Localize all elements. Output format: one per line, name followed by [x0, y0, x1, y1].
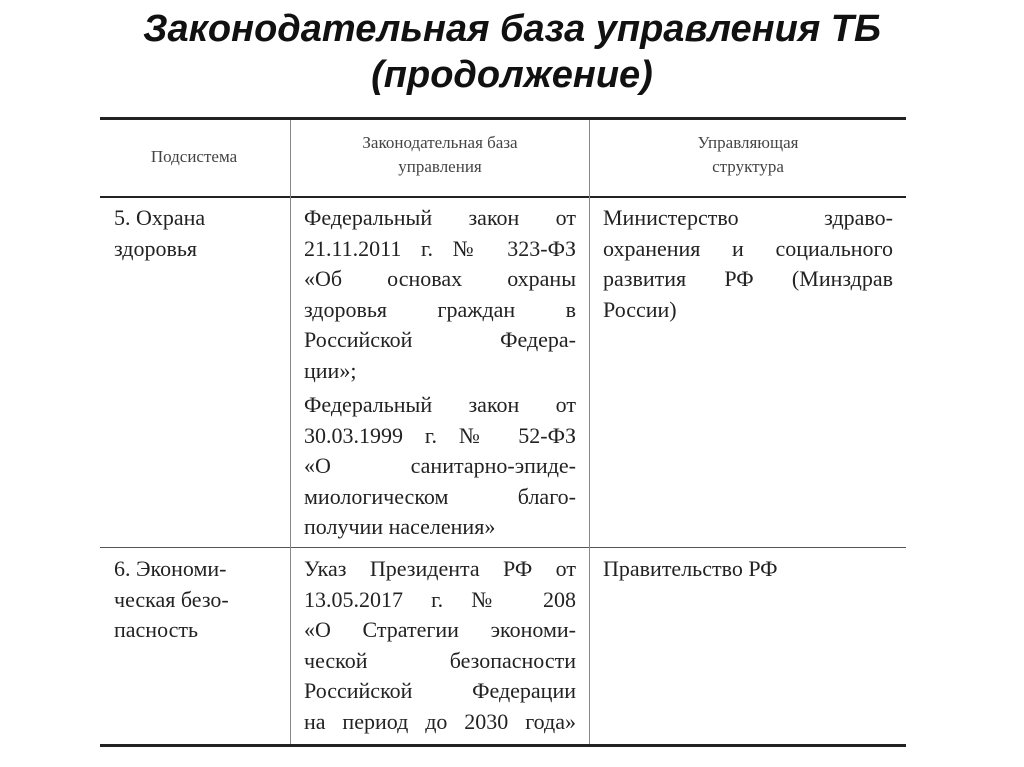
title-line-2: (продолжение)	[371, 54, 653, 96]
cell-text-line: Российской Федерации	[304, 678, 576, 703]
cell-text-line: Правительство РФ	[603, 556, 778, 581]
cell-text-line: Указ Президента РФ от	[304, 556, 576, 581]
cell-text-line: «Об основах охраны	[304, 266, 576, 291]
legal-basis-cell	[304, 203, 576, 543]
cell-text-line: Федеральный закон от	[304, 392, 576, 417]
table-top-rule	[100, 117, 906, 120]
cell-text-line: России)	[603, 296, 677, 322]
subsystem-cell	[114, 554, 274, 646]
title-line-1: Законодательная база управления ТБ	[143, 8, 881, 50]
header-text: управления	[398, 157, 482, 176]
cell-text-line: 5. Охрана	[114, 205, 206, 230]
cell-text-line: 21.11.2011 г. № 323-ФЗ	[304, 235, 576, 261]
cell-text-line: 13.05.2017 г. № 208	[304, 586, 576, 612]
subsystem-cell	[114, 203, 274, 264]
cell-paragraph	[114, 203, 274, 264]
cell-paragraph	[304, 390, 576, 543]
cell-text-line: ческая безо-	[114, 586, 229, 612]
cell-text-line: «О санитарно-эпиде-	[304, 453, 576, 478]
cell-text-line: Российской Федера-	[304, 327, 576, 352]
managing-structure-cell	[603, 554, 893, 585]
cell-text-line: «О Стратегии экономи-	[304, 617, 576, 642]
cell-paragraph	[603, 203, 893, 325]
cell-text-line: на период до 2030 года»	[304, 708, 576, 734]
table-bottom-rule	[100, 744, 906, 747]
column-divider	[589, 120, 590, 744]
cell-text-line: 30.03.1999 г. № 52-ФЗ	[304, 422, 576, 448]
cell-text-line: Министерство здраво-	[603, 205, 893, 230]
header-text: Законодательная база	[362, 133, 518, 152]
row-rule	[100, 547, 906, 548]
header-text: структура	[712, 157, 784, 176]
cell-paragraph	[114, 554, 274, 646]
cell-text-line: ции»;	[304, 357, 357, 383]
header-rule	[100, 196, 906, 198]
cell-text-line: здоровья	[114, 235, 198, 261]
header-managing-structure	[603, 131, 893, 179]
column-divider	[290, 120, 291, 744]
legislation-table	[100, 117, 906, 747]
cell-text-line: пасность	[114, 617, 199, 642]
managing-structure-cell	[603, 203, 893, 325]
header-text: Управляющая	[697, 133, 799, 152]
cell-text-line: 6. Экономи-	[114, 556, 227, 581]
cell-text-line: миологическом благо-	[304, 483, 576, 509]
cell-text-line: здоровья граждан в	[304, 296, 576, 322]
cell-text-line: получии населения»	[304, 514, 496, 539]
legal-basis-cell	[304, 554, 576, 737]
header-legal-basis	[304, 131, 576, 179]
header-text: Подсистема	[150, 147, 238, 166]
cell-paragraph	[603, 554, 893, 585]
slide-title	[0, 6, 1024, 98]
cell-paragraph	[304, 554, 576, 737]
cell-text-line: развития РФ (Минздрав	[603, 266, 893, 291]
cell-text-line: Федеральный закон от	[304, 205, 576, 230]
cell-text-line: охранения и социального	[603, 235, 893, 261]
cell-text-line: ческой безопасности	[304, 647, 576, 673]
cell-paragraph	[304, 203, 576, 386]
header-subsystem	[114, 145, 274, 169]
